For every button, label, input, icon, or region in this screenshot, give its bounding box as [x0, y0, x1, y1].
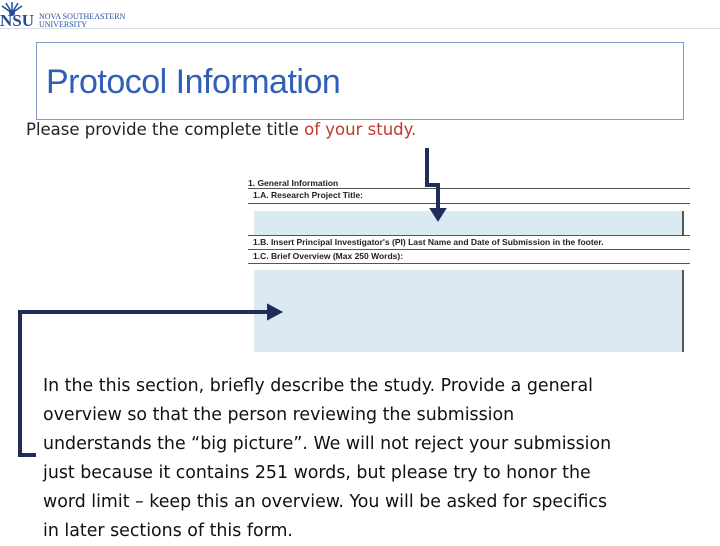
overview-field [254, 270, 684, 352]
description-line: in later sections of this form. [43, 521, 293, 541]
description-text [43, 372, 703, 546]
description-line: word limit – keep this an overview. You will be asked for specifics [43, 492, 608, 512]
field-1b-label: 1.B. Insert Principal Investigator's (PI) Last Name and Date of Submission in the footer. [253, 237, 604, 247]
logo-line1: NOVA SOUTHEASTERN [39, 12, 126, 21]
logo-line2: UNIVERSITY [39, 20, 87, 28]
form-rule [248, 188, 690, 189]
form-rule [248, 235, 690, 236]
field-1c-label: 1.C. Brief Overview (Max 250 Words): [253, 251, 404, 261]
section-label: 1. General Information [248, 178, 339, 188]
title-field [254, 211, 684, 235]
slide-title: Protocol Information [46, 63, 341, 101]
description-line: understands the “big picture”. We will not reject your submission [43, 434, 612, 454]
form-rule [248, 203, 690, 204]
nsu-logo [0, 2, 150, 28]
header-bar [0, 0, 720, 29]
instruction-text [26, 120, 416, 139]
form-excerpt [248, 176, 690, 356]
description-line: just because it contains 251 words, but please try to honor the [43, 463, 591, 483]
logo-mark: NSU [0, 11, 35, 28]
title-box [36, 42, 684, 120]
description-line: In the this section, briefly describe the study. Provide a general [43, 376, 593, 396]
form-rule [248, 249, 690, 250]
description-line: overview so that the person reviewing the submission [43, 405, 515, 425]
instruction-part1: Please provide the complete title [26, 120, 305, 139]
field-1a-label: 1.A. Research Project Title: [253, 190, 363, 200]
form-rule [248, 263, 690, 264]
instruction-highlight: of your study. [304, 120, 417, 139]
